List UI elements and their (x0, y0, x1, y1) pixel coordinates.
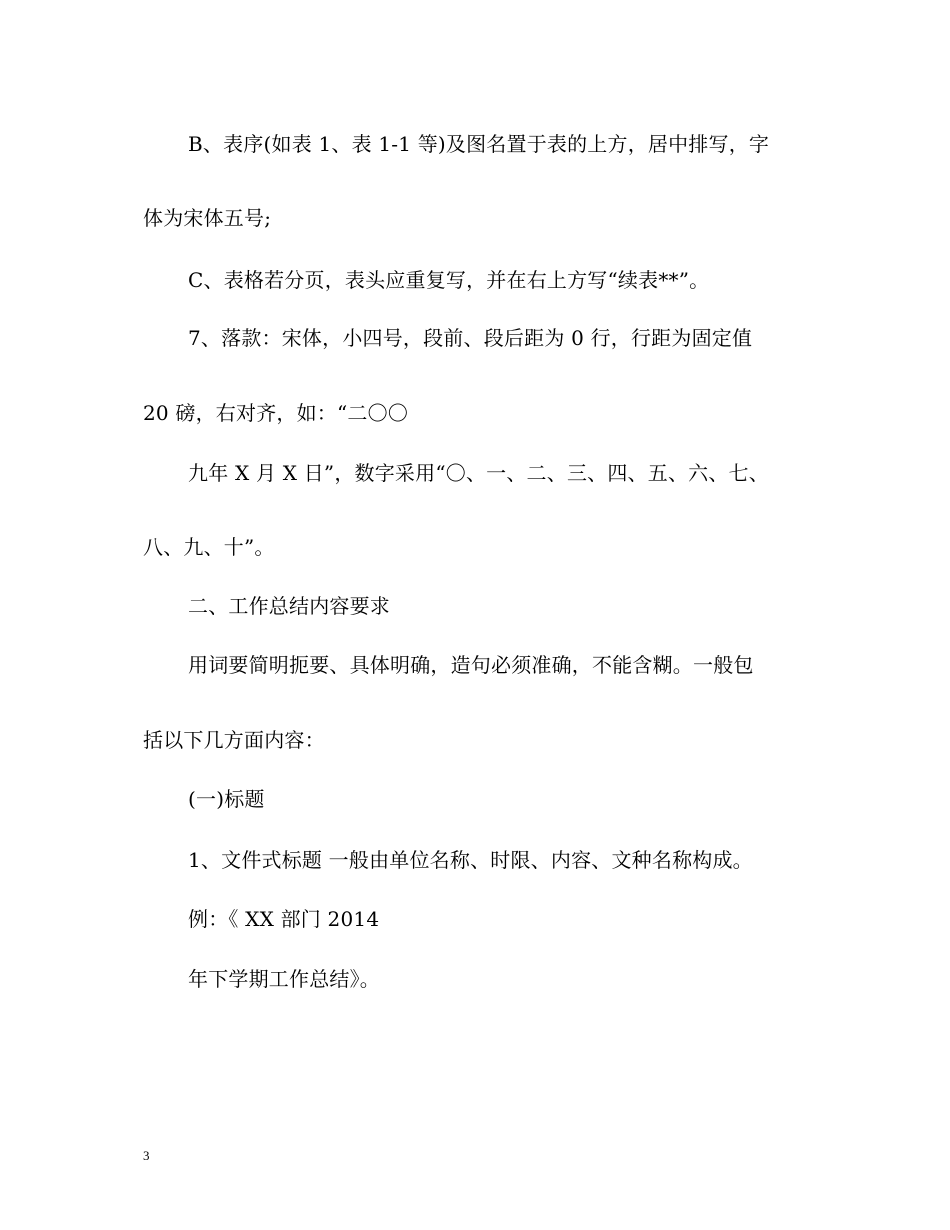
paragraph-line-signature-example: 20 磅，右对齐，如：“二〇〇 (143, 401, 409, 425)
paragraph-line-font-size: 体为宋体五号; (143, 206, 272, 230)
page-number: 3 (143, 1148, 150, 1163)
subheading-title: (一)标题 (188, 787, 265, 811)
paragraph-line-example-start: 例：《 XX 部门 2014 (188, 907, 380, 931)
paragraph-line-numerals: 八、九、十”。 (143, 535, 275, 559)
paragraph-line-signature-format: 7、落款：宋体，小四号，段前、段后距为 0 行，行距为固定值 (188, 326, 753, 350)
paragraph-line-table-split: C、表格若分页，表头应重复写，并在右上方写“续表**”。 (188, 268, 710, 292)
paragraph-line-example-end: 年下学期工作总结》。 (188, 967, 380, 991)
section-heading-content-requirements: 二、工作总结内容要求 (188, 594, 390, 618)
paragraph-line-wording: 用词要简明扼要、具体明确，造句必须准确，不能含糊。一般包 (188, 653, 754, 677)
paragraph-line-content-list: 括以下几方面内容： (143, 728, 325, 752)
paragraph-line-table-caption: B、表序(如表 1、表 1-1 等)及图名置于表的上方，居中排写，字 (188, 132, 770, 156)
paragraph-line-document-title: 1、文件式标题 一般由单位名称、时限、内容、文种名称构成。 (188, 848, 753, 872)
paragraph-line-date-example: 九年 X 月 X 日”，数字采用“〇、一、二、三、四、五、六、七、 (188, 461, 769, 485)
